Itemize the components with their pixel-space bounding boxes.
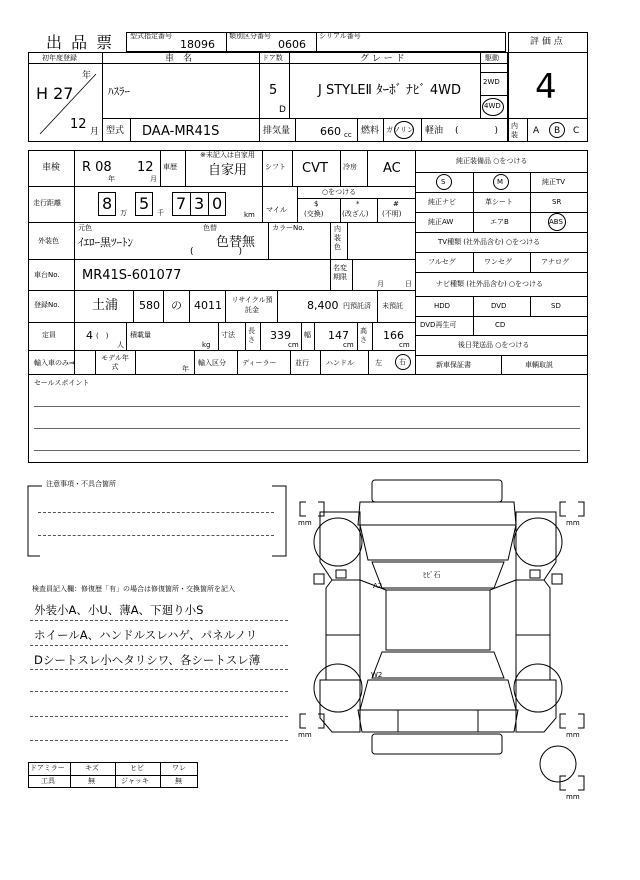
- mileage-digit-3: 7: [176, 194, 187, 213]
- equip-leather: 革シート: [485, 198, 513, 206]
- model-year-mark: 年: [182, 365, 189, 373]
- reg-class: 580: [139, 299, 160, 312]
- orig-color-label: 元色: [78, 224, 92, 232]
- fuel-label: 燃料: [361, 126, 380, 136]
- interior-color-label: 内装色: [334, 225, 341, 251]
- navi-type-label: ナビ種類 (社外品含む) ○をつける: [436, 280, 544, 288]
- serial-label: シリアル番号: [319, 32, 361, 40]
- recycle-unit: 円預託済: [343, 302, 371, 310]
- equip-abs: ABS: [549, 218, 563, 226]
- doors-value: 5: [269, 83, 278, 98]
- handle-left: 左: [375, 359, 382, 367]
- class-no: 0606: [278, 38, 306, 51]
- recycle-value: 8,400: [307, 299, 339, 312]
- tire-mm-rl: mm: [298, 731, 312, 739]
- recycle-none: 未預託: [382, 302, 403, 310]
- shift-label: シフト: [265, 163, 286, 171]
- interior-b: B: [554, 126, 561, 136]
- later-send-label: 後日発送品 ○をつける: [458, 341, 530, 349]
- navi-cd: CD: [495, 321, 506, 329]
- navi-sd: SD: [551, 302, 561, 310]
- dvd-play: DVD再生可: [420, 321, 457, 329]
- inspection-month: 12: [137, 160, 154, 175]
- inspection-month-mark: 月: [150, 175, 157, 183]
- unit-sen: 千: [157, 209, 164, 217]
- displacement-value: 660: [320, 125, 341, 138]
- height-value: 166: [383, 329, 404, 342]
- history-note: ※未記入は自家用: [200, 151, 255, 159]
- height-label: 高さ: [360, 327, 367, 344]
- damage-w2: W2: [371, 671, 383, 679]
- month-mark: 月: [90, 127, 100, 137]
- equipment-title: 純正装備品 ○をつける: [456, 157, 528, 165]
- length-value: 339: [270, 329, 291, 342]
- navi-dvd: DVD: [491, 302, 507, 310]
- mileage-digit-2: 5: [139, 194, 150, 213]
- handle-label: ハンドル: [326, 359, 354, 367]
- tv-analog: アナログ: [541, 258, 569, 266]
- dims-label: 寸法: [221, 331, 235, 339]
- tire-mm-rr: mm: [566, 731, 580, 739]
- doors-label: ドア数: [262, 54, 283, 62]
- mileage-digit-1: 8: [102, 194, 113, 213]
- capacity-value: 4: [86, 329, 93, 342]
- cooling-label: 冷房: [343, 163, 357, 171]
- acc-header-4: ワレ: [172, 764, 186, 772]
- model-label: 型式: [106, 126, 125, 136]
- equip-sunroof: S: [441, 178, 446, 186]
- score-label: 評 価 点: [530, 37, 563, 47]
- inspector-line-1: 外装小A、小U、薄A、下廻り小S: [34, 603, 204, 617]
- altered-mark: *: [356, 200, 360, 208]
- equip-tv: 純正TV: [542, 178, 566, 186]
- paint-paren: ( ): [190, 247, 243, 257]
- first-reg-label: 初年度登録: [42, 54, 77, 62]
- tire-mm-spare: mm: [566, 793, 580, 801]
- car-name-label: 車 名: [165, 54, 193, 64]
- car-name: ﾊｽﾗｰ: [108, 85, 130, 98]
- capacity-paren: ( ): [96, 332, 109, 340]
- handle-right: 右: [399, 358, 406, 366]
- roof-damage-note: ﾋﾋﾞ石: [423, 571, 441, 579]
- inspection-era: R 08: [82, 160, 112, 175]
- import-dealer: ディーラー: [242, 359, 277, 367]
- inspection-label: 車検: [42, 163, 61, 173]
- tv-type-label: TV種類 (社外品含む) ○をつける: [438, 238, 541, 246]
- acc-tools: 工具: [41, 777, 55, 785]
- paint-label: 色替: [203, 224, 217, 232]
- unit-man: 万: [120, 209, 127, 217]
- import-class-label: 輸入区分: [198, 359, 226, 367]
- inspector-line-2: ホイールA、ハンドルスレハゲ、パネルノリ: [34, 628, 258, 642]
- grade-value: J STYLEⅡ ﾀｰﾎﾞ ﾅﾋﾞ 4WD: [318, 83, 461, 98]
- equip-airbag: エアB: [490, 218, 509, 226]
- acc-jack-value: 無: [175, 777, 182, 785]
- history-label: 車歴: [163, 163, 177, 171]
- inspection-year-mark: 年: [108, 175, 115, 183]
- length-unit: cm: [288, 341, 299, 349]
- reg-kana: の: [171, 299, 182, 312]
- damage-a2: A2: [373, 582, 383, 590]
- equip-aw: 純正AW: [428, 218, 454, 226]
- interior-label: 内装: [511, 122, 518, 139]
- first-reg-era: H 27: [36, 84, 74, 103]
- year-mark: 年: [82, 71, 92, 81]
- fuel-diesel: 軽油: [425, 126, 444, 136]
- notes-bracket: [26, 484, 288, 558]
- sales-point-label: セールスポイント: [34, 379, 90, 387]
- capacity-label: 定員: [42, 331, 56, 339]
- nc-day-mark: 日: [405, 280, 412, 288]
- mileage-label: 走行距離: [33, 199, 61, 207]
- tv-full-seg: フルセグ: [428, 258, 456, 266]
- first-reg-month: 12: [70, 117, 87, 132]
- unit-mile: マイル: [266, 206, 287, 214]
- tire-mm-fr: mm: [566, 519, 580, 527]
- form-title: 出 品 票: [46, 33, 115, 52]
- fuel-gasoline: ガソリン: [386, 126, 414, 134]
- acc-header-3: ヒビ: [130, 764, 144, 772]
- acc-jack: ジャッキ: [121, 777, 149, 785]
- capacity-unit: 人: [117, 341, 124, 349]
- interior-a: A: [533, 126, 540, 136]
- length-label: 長さ: [248, 327, 255, 344]
- acc-header-1: ドアミラー: [30, 764, 65, 772]
- drive-4wd: 4WD: [484, 102, 501, 110]
- displacement-unit: cc: [344, 131, 352, 139]
- reg-label: 登録No.: [34, 301, 60, 309]
- exchange-label: (交換): [304, 210, 324, 218]
- exterior-color-label: 外装色: [38, 237, 59, 245]
- grade-label: グ レ ー ド: [360, 54, 405, 64]
- tv-one-seg: ワンセグ: [484, 258, 512, 266]
- load-unit: kg: [202, 341, 211, 349]
- width-label: 幅: [304, 331, 311, 339]
- manual-label: 車輌取説: [525, 361, 553, 369]
- shift-value: CVT: [302, 161, 328, 176]
- import-label: 輸入車のみ⇒: [34, 359, 75, 367]
- color-no-label: カラーNo.: [272, 224, 305, 232]
- import-parallel: 並行: [295, 359, 309, 367]
- exchange-mark: $: [314, 200, 319, 208]
- drive-label: 駆動: [485, 54, 499, 62]
- orig-color-value: ｲｴﾛｰ黒ﾂｰﾄﾝ: [78, 236, 133, 249]
- doors-sub: D: [279, 105, 286, 115]
- history-value: 自家用: [208, 163, 248, 178]
- drive-2wd: 2WD: [483, 78, 500, 86]
- altered-label: (改ざん): [342, 210, 369, 218]
- unknown-label: (不明): [382, 210, 402, 218]
- tire-mm-fl: mm: [298, 519, 312, 527]
- name-change-label: 名変期限: [333, 264, 347, 281]
- inspector-label: 検査員記入欄：修復歴「有」の場合は修復箇所・交換箇所を記入: [32, 585, 235, 593]
- reg-number: 4011: [194, 299, 222, 312]
- model-year-label: モデル年式: [101, 354, 129, 371]
- unit-km: km: [244, 211, 255, 219]
- equip-sr: SR: [552, 198, 562, 206]
- fuel-paren: ( ): [455, 126, 499, 136]
- inspector-line-3: Dシートスレ小ヘタリシワ、各シートスレ薄: [34, 653, 261, 667]
- width-value: 147: [328, 329, 349, 342]
- notes-label: 注意事項・不具合箇所: [46, 480, 116, 488]
- interior-c: C: [573, 126, 580, 136]
- car-damage-diagram: [290, 470, 600, 810]
- paint-value: 色替無: [216, 235, 256, 250]
- navi-hdd: HDD: [434, 302, 451, 310]
- class-label: 類別区分番号: [229, 32, 271, 40]
- warranty-label: 新車保証書: [436, 361, 471, 369]
- score-value: 4: [535, 67, 557, 107]
- displacement-label: 排気量: [263, 126, 291, 136]
- reg-area: 土浦: [92, 298, 119, 313]
- model-cert-no: 18096: [180, 38, 215, 51]
- model-cert-label: 型式指定番号: [130, 32, 172, 40]
- equip-moonroof: M: [497, 178, 504, 186]
- mileage-circle-note: ○をつける: [322, 188, 357, 196]
- mileage-digit-5: 0: [212, 194, 223, 213]
- equip-navi: 純正ナビ: [428, 198, 456, 206]
- load-label: 積載量: [130, 331, 151, 339]
- unknown-mark: #: [393, 200, 399, 208]
- acc-tools-value: 無: [88, 777, 95, 785]
- mileage-digit-4: 3: [194, 194, 205, 213]
- model-value: DAA-MR41S: [142, 124, 220, 139]
- vin-value: MR41S-601077: [82, 268, 182, 283]
- cooling-value: AC: [383, 161, 401, 176]
- height-unit: cm: [399, 341, 410, 349]
- vin-label: 車台No.: [34, 271, 60, 279]
- acc-header-2: キズ: [85, 764, 99, 772]
- recycle-label: リサイクル預託金: [231, 296, 273, 314]
- nc-month-mark: 月: [377, 280, 384, 288]
- width-unit: cm: [343, 341, 354, 349]
